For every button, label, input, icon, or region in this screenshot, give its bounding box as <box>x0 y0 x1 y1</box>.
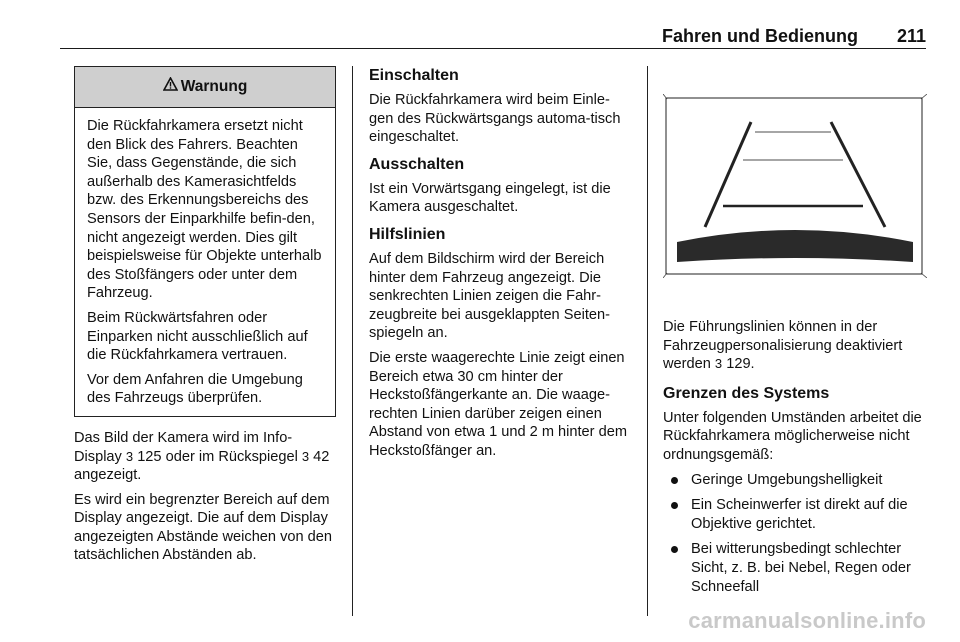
section-text: Auf dem Bildschirm wird der Bereich hinter dem Fahrzeug angezeigt. Die senkrechten Linien zeigen die Fahr-zeugbreite bei ausgeklappten Seiten-spiegeln an. <box>369 250 610 342</box>
column-left <box>74 66 336 571</box>
camera-guideline-illustration <box>663 94 927 278</box>
page-ref-icon: 3 <box>301 448 310 464</box>
warning-heading: Warnung <box>180 77 248 95</box>
page-header <box>60 24 926 49</box>
column-divider <box>352 66 353 616</box>
section-heading: Grenzen des Systems <box>663 384 830 402</box>
warning-body <box>75 108 335 416</box>
page-ref-icon: 3 <box>125 448 134 464</box>
list-item: Geringe Umgebungshelligkeit <box>663 471 927 490</box>
section-heading: Hilfslinien <box>369 225 446 243</box>
camera-display-paragraph: Das Bild der Kamera wird im Info-Display 3 125 oder im Rückspiegel 3 42 angezeigt. <box>74 429 330 484</box>
section-heading: Einschalten <box>369 67 459 84</box>
section-ausschalten <box>369 155 633 217</box>
warning-header <box>75 67 335 108</box>
bullet-icon <box>671 546 678 553</box>
section-text: Ist ein Vorwärtsgang eingelegt, ist die Kamera ausgeschaltet. <box>369 180 611 216</box>
warning-paragraph: Beim Rückwärtsfahren oder Einparken nicht ausschließlich auf die Rückfahrkamera vertrauen. <box>87 309 308 364</box>
warning-paragraph: Die Rückfahrkamera ersetzt nicht den Blick des Fahrers. Beachten Sie, dass Gegenstände, die sich außerhalb des Kamerasichtfelds bzw. des Erkennungsbereichs des Sensors der Einparkhilfe befin-den, nicht angezeigt werden. Dies gilt beispielsweise für Objekte unterhalb des Stoßfängers oder unter dem Fahrzeug. <box>87 118 322 302</box>
page-title: Fahren und Bedienung <box>662 26 858 46</box>
section-einschalten <box>369 66 633 147</box>
section-text: Die Rückfahrkamera wird beim Einle-gen des Rückwärtsgangs automa-tisch eingeschaltet. <box>369 92 621 146</box>
bullet-icon <box>671 502 678 509</box>
bullet-icon <box>671 477 678 484</box>
column-divider <box>647 66 648 616</box>
section-heading: Ausschalten <box>369 155 465 173</box>
guideline-deactivate-paragraph: Die Führungslinien können in der Fahrzeugpersonalisierung deaktiviert werden 3 129. <box>663 319 903 373</box>
list-item: Ein Scheinwerfer ist direkt auf die Objektive gerichtet. <box>663 496 927 533</box>
section-text: Die erste waagerechte Linie zeigt einen Bereich etwa 30 cm hinter der Heckstoßfängerkante an. Die waage-rechten Linien darüber zeigen einen Abstand von etwa 1 und 2 m hinter dem Heckstoßfänger an. <box>369 349 627 459</box>
watermark: carmanualsonline.info <box>688 608 926 633</box>
display-range-paragraph: Es wird ein begrenzter Bereich auf dem Display angezeigt. Die auf dem Display angezeigten Abstände weichen von den tatsächlichen Abständen ab. <box>74 491 333 564</box>
limits-intro: Unter folgenden Umständen arbeitet die Rückfahrkamera möglicherweise nicht ordnungsgemäß: <box>663 409 922 463</box>
column-middle <box>369 66 633 469</box>
page-ref-icon: 3 <box>714 356 723 372</box>
section-hilfslinien <box>369 225 633 461</box>
limits-list <box>663 471 927 597</box>
warning-box <box>74 66 336 417</box>
warning-paragraph: Vor dem Anfahren die Umgebung des Fahrzeugs überprüfen. <box>87 371 303 407</box>
page-number: 211 <box>896 26 926 46</box>
warning-triangle-icon <box>163 77 178 97</box>
list-item: Bei witterungsbedingt schlechter Sicht, z. B. bei Nebel, Regen oder Schneefall <box>663 540 927 596</box>
column-right <box>663 66 927 603</box>
